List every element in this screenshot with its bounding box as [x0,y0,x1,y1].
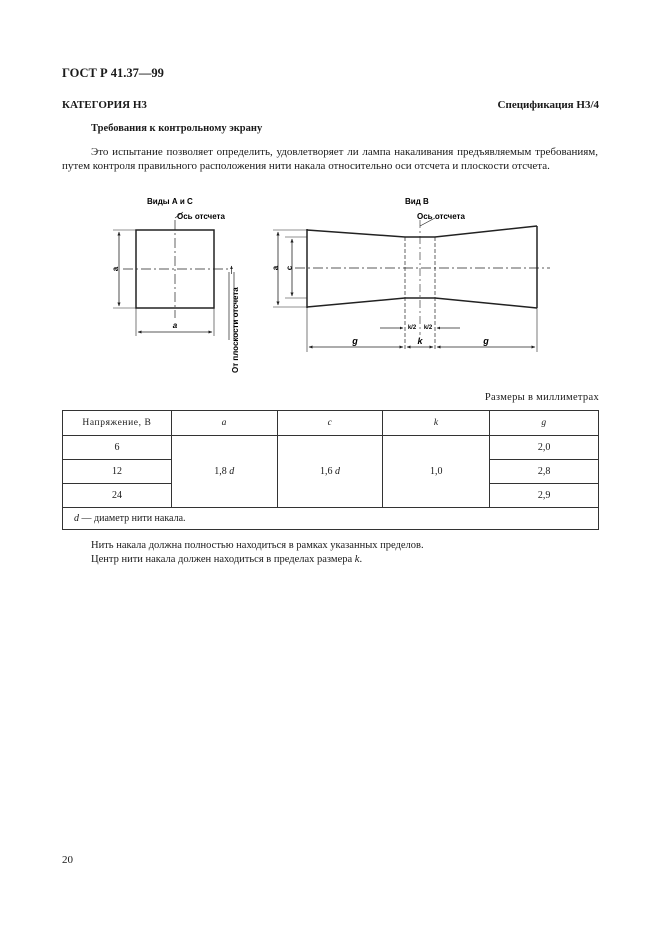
header-g: g [490,411,599,436]
g-value-cell: 2,9 [490,484,599,508]
voltage-cell: 12 [63,460,172,484]
specification-table [62,410,599,530]
section-title: Требования к контрольному экрану [91,123,263,134]
left-view-title: Виды А и С [147,197,193,206]
left-dim-label-vertical: a [111,266,120,272]
right-dim-label-half-left: k/2 [407,325,417,331]
right-dim-label-g-right: g [483,336,489,346]
table-header-row [63,411,599,436]
voltage-cell: 24 [63,484,172,508]
right-view-top-edge [307,226,537,237]
page-number: 20 [62,854,73,866]
left-dim-label-horizontal: a [172,321,178,330]
table-note: d — диаметр нити накала. [63,508,599,530]
units-note: Размеры в миллиметрах [484,392,599,403]
right-axis-label: Ось отсчета [417,212,465,221]
right-dim-label-a: a [271,265,280,271]
g-value-cell: 2,8 [490,460,599,484]
right-dim-label-c: c [285,265,294,271]
specification-title: Спецификация Н3/4 [497,99,599,111]
c-value-cell: 1,6 d [277,436,383,508]
right-view-title: Вид В [405,197,429,206]
footer-line-2: Центр нити накала должен находиться в пределах размера k. [91,554,363,565]
header-k: k [383,411,490,436]
category-title: КАТЕГОРИЯ Н3 [62,99,147,111]
right-dim-label-k: k [417,336,423,346]
voltage-cell: 6 [63,436,172,460]
g-value-cell: 2,0 [490,436,599,460]
footer-line-1: Нить накала должна полностью находиться в рамках указанных пределов. [91,540,424,551]
k-value-cell: 1,0 [383,436,490,508]
right-view-bottom-edge [307,298,537,308]
header-a: a [171,411,277,436]
table-row [63,436,599,460]
table-note-row [63,508,599,530]
header-voltage: Напряжение, В [63,411,172,436]
filament-diagram [95,190,565,380]
reference-plane-label: От плоскости отсчета [231,287,240,373]
right-dim-label-g-left: g [352,336,358,346]
left-axis-label: Ось отсчета [177,212,225,221]
header-c: c [277,411,383,436]
a-value-cell: 1,8 d [171,436,277,508]
document-standard: ГОСТ Р 41.37—99 [62,66,164,80]
intro-paragraph: Это испытание позволяет определить, удовлетворяет ли лампа накаливания предъявляемым требованиям, путем контроля правильного расположения нити накала относительно оси отсчета и плоскости отсчета. [62,146,598,172]
right-dim-label-half-right: k/2 [423,325,433,331]
